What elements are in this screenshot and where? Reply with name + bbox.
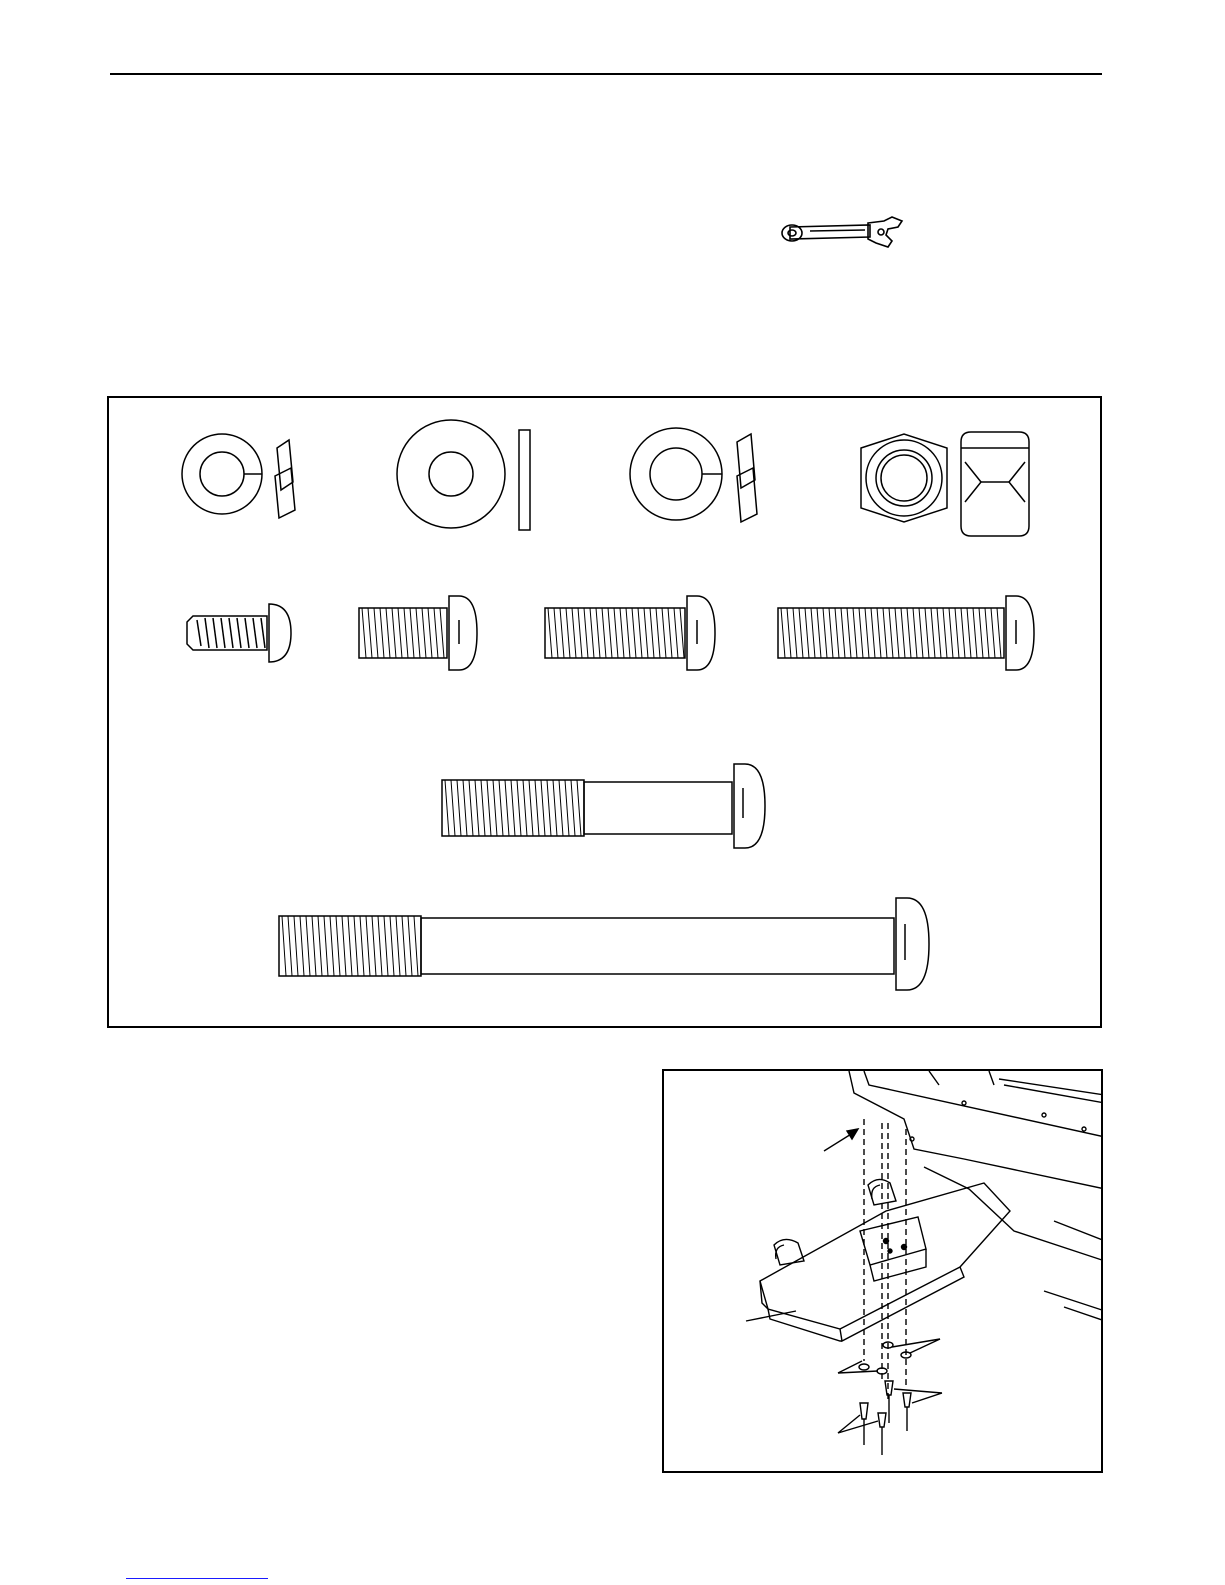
medium-bolt-icon (545, 596, 715, 670)
thread-line (374, 608, 378, 658)
thread-line (342, 916, 346, 976)
thread-line (554, 608, 558, 658)
assembly-diagram (664, 1071, 1103, 1473)
thread-line (396, 916, 400, 976)
thread-line (859, 608, 863, 658)
thread-line (469, 780, 473, 836)
thread-line (560, 608, 564, 658)
thread-line (487, 780, 491, 836)
thread-line (511, 780, 515, 836)
thread-line (493, 780, 497, 836)
thread-line (565, 780, 569, 836)
long-bolt-icon (778, 596, 1034, 670)
thread-line (578, 608, 582, 658)
thread-line (680, 608, 684, 658)
large-lock-washer-icon (630, 428, 757, 522)
thread-line (901, 608, 905, 658)
thread-line (475, 780, 479, 836)
thread-line (529, 780, 533, 836)
small-lock-washer-icon (182, 434, 295, 518)
thread-line (577, 780, 581, 836)
thread-line (835, 608, 839, 658)
thread-line (463, 780, 467, 836)
thread-line (410, 608, 414, 658)
thread-line (306, 916, 310, 976)
thread-line (632, 608, 636, 658)
thread-line (288, 916, 292, 976)
wrench-icon (780, 215, 910, 251)
thread-line (943, 608, 947, 658)
thread-line (541, 780, 545, 836)
thread-line (913, 608, 917, 658)
thread-line (674, 608, 678, 658)
thread-line (829, 608, 833, 658)
thread-line (368, 608, 372, 658)
thread-line (312, 916, 316, 976)
thread-line (650, 608, 654, 658)
thread-line (656, 608, 660, 658)
thread-line (348, 916, 352, 976)
thread-line (402, 916, 406, 976)
thread-line (907, 608, 911, 658)
thread-line (925, 608, 929, 658)
thread-line (937, 608, 941, 658)
thread-line (372, 916, 376, 976)
thread-line (805, 608, 809, 658)
thread-line (877, 608, 881, 658)
thread-line (566, 608, 570, 658)
thread-line (294, 916, 298, 976)
thread-line (841, 608, 845, 658)
thread-line (362, 608, 366, 658)
thread-line (523, 780, 527, 836)
thread-line (895, 608, 899, 658)
thread-line (979, 608, 983, 658)
thread-line (457, 780, 461, 836)
thread-line (787, 608, 791, 658)
thread-line (799, 608, 803, 658)
thread-line (590, 608, 594, 658)
thread-line (386, 608, 390, 658)
thread-line (931, 608, 935, 658)
thread-line (336, 916, 340, 976)
long-shoulder-bolt-icon (279, 898, 929, 990)
thread-line (793, 608, 797, 658)
thread-line (414, 916, 418, 976)
thread-line (614, 608, 618, 658)
thread-line (505, 780, 509, 836)
thread-line (434, 608, 438, 658)
thread-line (559, 780, 563, 836)
thread-line (378, 916, 382, 976)
thread-line (638, 608, 642, 658)
thread-line (384, 916, 388, 976)
thread-line (644, 608, 648, 658)
thread-line (572, 608, 576, 658)
thread-line (997, 608, 1001, 658)
thread-line (608, 608, 612, 658)
thread-line (404, 608, 408, 658)
thread-line (553, 780, 557, 836)
thread-line (847, 608, 851, 658)
assembly-figure-box (662, 1069, 1103, 1473)
thread-line (366, 916, 370, 976)
thread-line (535, 780, 539, 836)
thread-line (440, 608, 444, 658)
thread-line (330, 916, 334, 976)
thread-line (451, 780, 455, 836)
thread-line (871, 608, 875, 658)
shoulder-bolt-icon (442, 764, 765, 848)
hardware-parts-box (107, 396, 1102, 1028)
thread-line (354, 916, 358, 976)
flat-washer-icon (397, 420, 530, 530)
thread-line (499, 780, 503, 836)
thread-line (318, 916, 322, 976)
thread-line (668, 608, 672, 658)
thread-line (985, 608, 989, 658)
thread-line (991, 608, 995, 658)
thread-line (662, 608, 666, 658)
thread-line (817, 608, 821, 658)
thread-line (973, 608, 977, 658)
thread-line (584, 608, 588, 658)
thread-line (300, 916, 304, 976)
thread-line (517, 780, 521, 836)
thread-line (481, 780, 485, 836)
thread-line (548, 608, 552, 658)
thread-line (380, 608, 384, 658)
thread-line (596, 608, 600, 658)
thread-line (422, 608, 426, 658)
thread-line (392, 608, 396, 658)
thread-line (781, 608, 785, 658)
thread-line (390, 916, 394, 976)
thread-line (398, 608, 402, 658)
thread-line (823, 608, 827, 658)
thread-line (961, 608, 965, 658)
self-tapping-screw-icon (187, 604, 291, 662)
footer-link-underline[interactable] (126, 1578, 268, 1579)
thread-line (408, 916, 412, 976)
thread-line (428, 608, 432, 658)
thread-line (324, 916, 328, 976)
thread-line (955, 608, 959, 658)
thread-line (889, 608, 893, 658)
thread-line (883, 608, 887, 658)
hardware-parts-drawing (109, 398, 1104, 1030)
thread-line (919, 608, 923, 658)
thread-line (811, 608, 815, 658)
thread-line (445, 780, 449, 836)
thread-line (547, 780, 551, 836)
thread-line (602, 608, 606, 658)
thread-line (620, 608, 624, 658)
thread-line (626, 608, 630, 658)
page-header-rule (110, 73, 1102, 75)
thread-line (571, 780, 575, 836)
thread-line (865, 608, 869, 658)
thread-line (282, 916, 286, 976)
thread-line (967, 608, 971, 658)
thread-line (853, 608, 857, 658)
thread-line (949, 608, 953, 658)
nylon-lock-nut-icon (861, 432, 1029, 536)
thread-line (416, 608, 420, 658)
thread-line (360, 916, 364, 976)
